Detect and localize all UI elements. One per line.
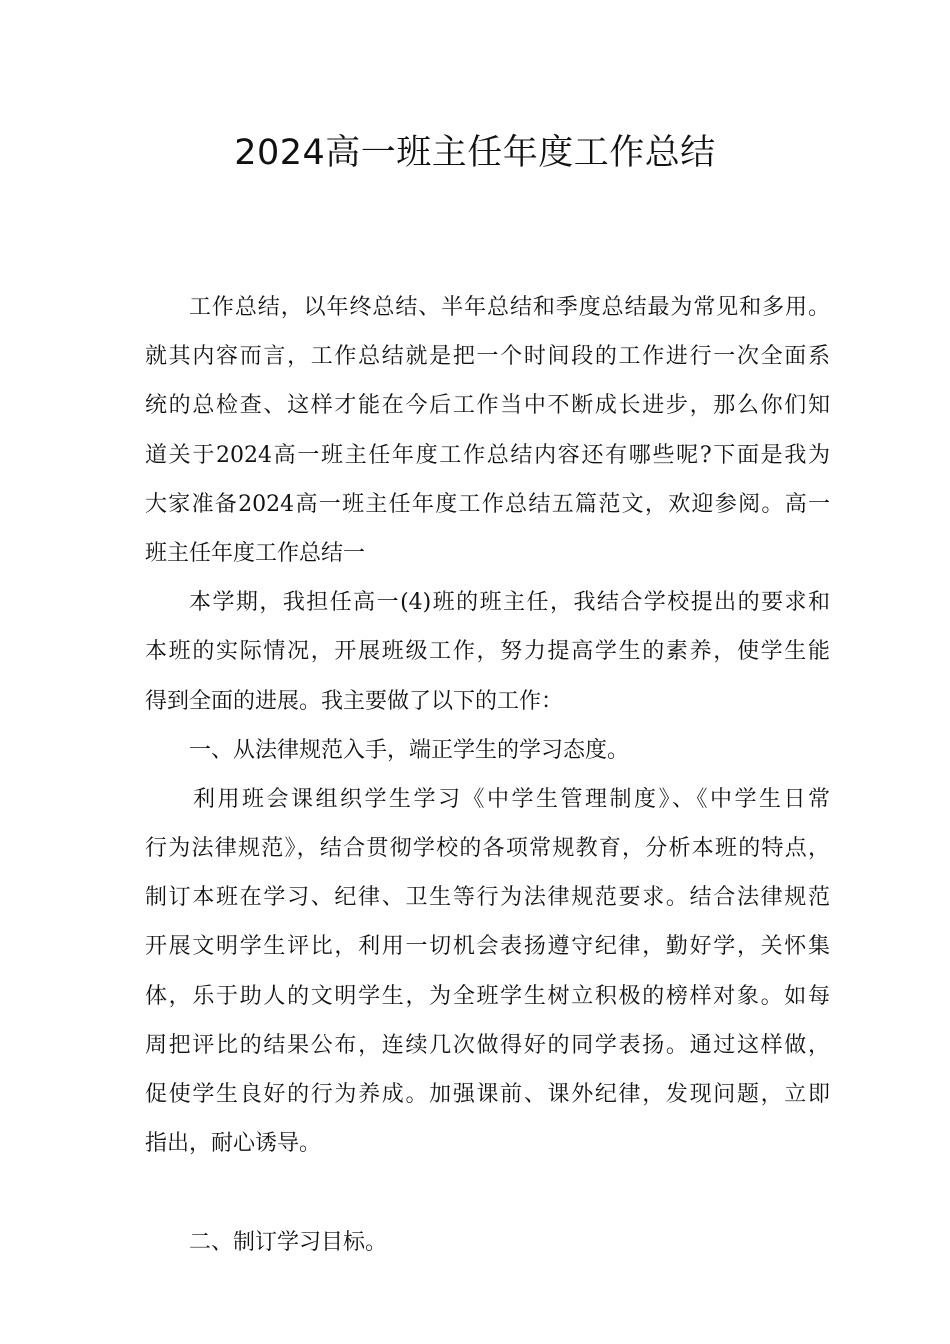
document-title: 2024高一班主任年度工作总结	[234, 133, 716, 173]
body-line: 利用班会课组织学生学习《中学生管理制度》、《中学生日常	[193, 786, 830, 812]
body-line: 制订本班在学习、纪律、卫生等行为法律规范要求。结合法律规范	[145, 885, 830, 911]
body-line: 行为法律规范》，结合贯彻学校的各项常规教育，分析本班的特点，	[145, 836, 830, 862]
body-line: 工作总结，以年终总结、半年总结和季度总结最为常见和多用。	[189, 295, 830, 320]
body-line: 体，乐于助人的文明学生，为全班学生树立积极的榜样对象。如每	[145, 983, 830, 1009]
body-line: 周把评比的结果公布，连续几次做得好的同学表扬。通过这样做，	[145, 1032, 830, 1058]
body-line: 本学期，我担任高一(4)班的班主任，我结合学校提出的要求和	[189, 590, 830, 616]
body-line: 开展文明学生评比，利用一切机会表扬遵守纪律，勤好学，关怀集	[145, 934, 830, 960]
body-line: 班主任年度工作总结一	[145, 540, 366, 566]
body-line: 道关于2024高一班主任年度工作总结内容还有哪些呢?下面是我为	[145, 442, 830, 468]
body-line: 就其内容而言，工作总结就是把一个时间段的工作进行一次全面系	[145, 344, 830, 370]
body-line: 大家准备2024高一班主任年度工作总结五篇范文，欢迎参阅。高一	[145, 491, 830, 517]
body-line: 指出，耐心诱导。	[145, 1131, 322, 1157]
body-line: 促使学生良好的行为养成。加强课前、课外纪律，发现问题，立即	[145, 1082, 830, 1107]
body-line: 本班的实际情况，开展班级工作，努力提高学生的素养，使学生能	[145, 639, 830, 665]
body-line: 统的总检查、这样才能在今后工作当中不断成长进步，那么你们知	[145, 393, 830, 419]
section-heading: 一、从法律规范入手，端正学生的学习态度。	[189, 737, 630, 763]
document-body	[145, 283, 830, 1267]
body-line: 得到全面的进展。我主要做了以下的工作：	[145, 688, 564, 714]
blank-line	[145, 1168, 830, 1217]
section-heading: 二、制订学习目标。	[189, 1229, 388, 1255]
